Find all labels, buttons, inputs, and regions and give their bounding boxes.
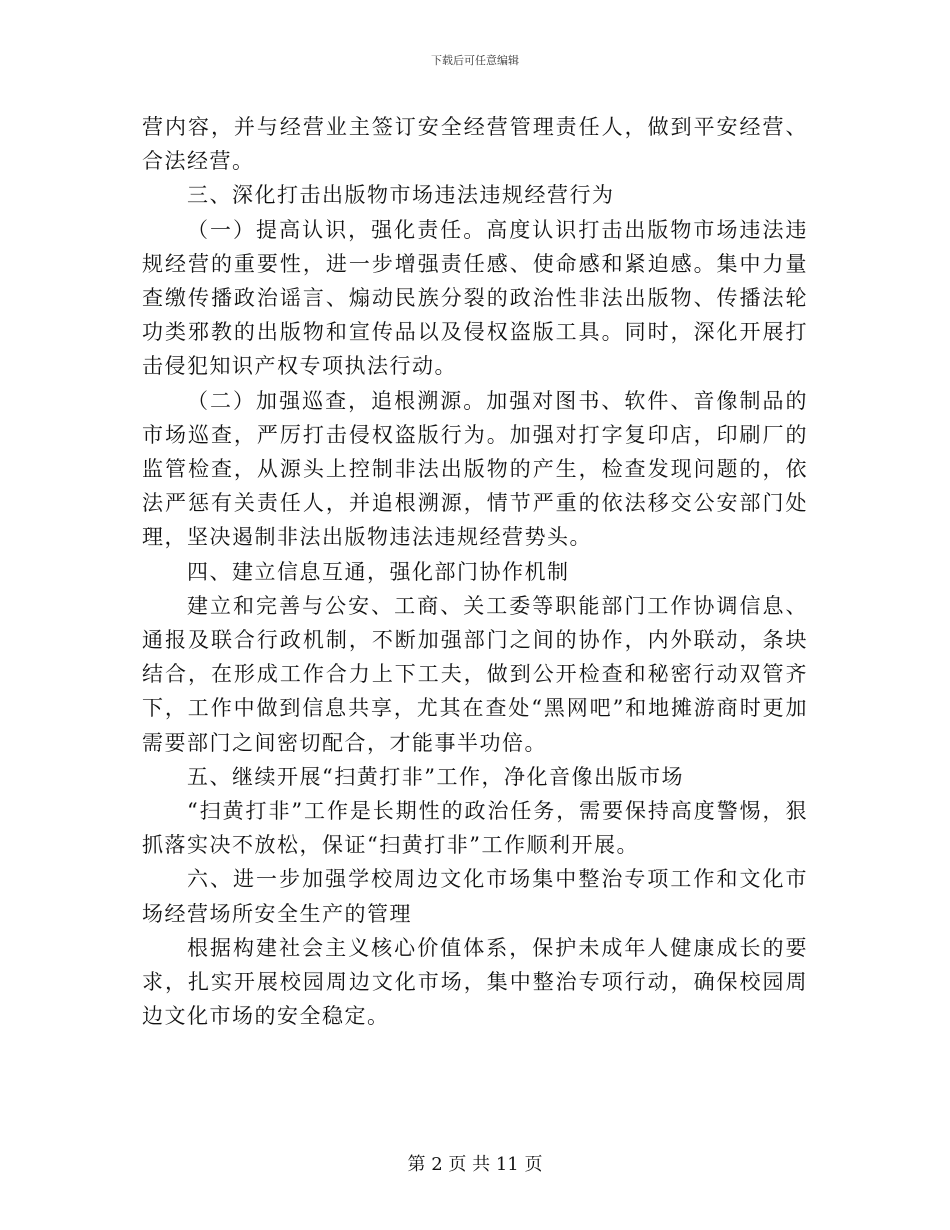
page-header: 下载后可任意编辑	[431, 54, 519, 67]
paragraph-3-2: （二）加强巡查，追根溯源。加强对图书、软件、音像制品的市场巡查，严厉打击侵权盗版行为。加强对打字复印店，印刷厂的监管检查，从源头上控制非法出版物的产生，检查发现问题的，依法严惩有关责任人，并追根溯源，情节严重的依法移交公安部门处理，坚决遏制非法出版物违法违规经营势头。	[142, 388, 808, 550]
section-heading-5: 五、继续开展“扫黄打非”工作，净化音像出版市场	[187, 764, 684, 789]
document-body	[142, 110, 808, 1033]
paragraph-3-1: （一）提高认识，强化责任。高度认识打击出版物市场违法违规经营的重要性，进一步增强责任感、使命感和紧迫感。集中力量查缴传播政治谣言、煽动民族分裂的政治性非法出版物、传播法轮功类邪教的出版物和宣传品以及侵权盗版工具。同时，深化开展打击侵犯知识产权专项执法行动。	[142, 217, 808, 379]
section-heading-3: 三、深化打击出版物市场违法违规经营行为	[187, 183, 615, 208]
paragraph-4: 建立和完善与公安、工商、关工委等职能部门工作协调信息、通报及联合行政机制，不断加强部门之间的协作，内外联动，条块结合，在形成工作合力上下工夫，做到公开检查和秘密行动双管齐下，工作中做到信息共享，尤其在查处“黑网吧”和地摊游商时更加需要部门之间密切配合，才能事半功倍。	[142, 593, 808, 755]
section-heading-4: 四、建立信息互通，强化部门协作机制	[187, 559, 570, 584]
paragraph-6: 根据构建社会主义核心价值体系，保护未成年人健康成长的要求，扎实开展校园周边文化市场，集中整治专项行动，确保校园周边文化市场的安全稳定。	[142, 935, 808, 1029]
section-heading-6: 六、进一步加强学校周边文化市场集中整治专项工作和文化市场经营场所安全生产的管理	[142, 867, 808, 926]
paragraph-1: 营内容，并与经营业主签订安全经营管理责任人，做到平安经营、合法经营。	[142, 115, 808, 174]
page-footer: 第 2 页 共 11 页	[407, 1154, 543, 1175]
paragraph-5: “扫黄打非”工作是长期性的政治任务，需要保持高度警惕，狠抓落实决不放松，保证“扫黄打非”工作顺利开展。	[142, 799, 808, 858]
